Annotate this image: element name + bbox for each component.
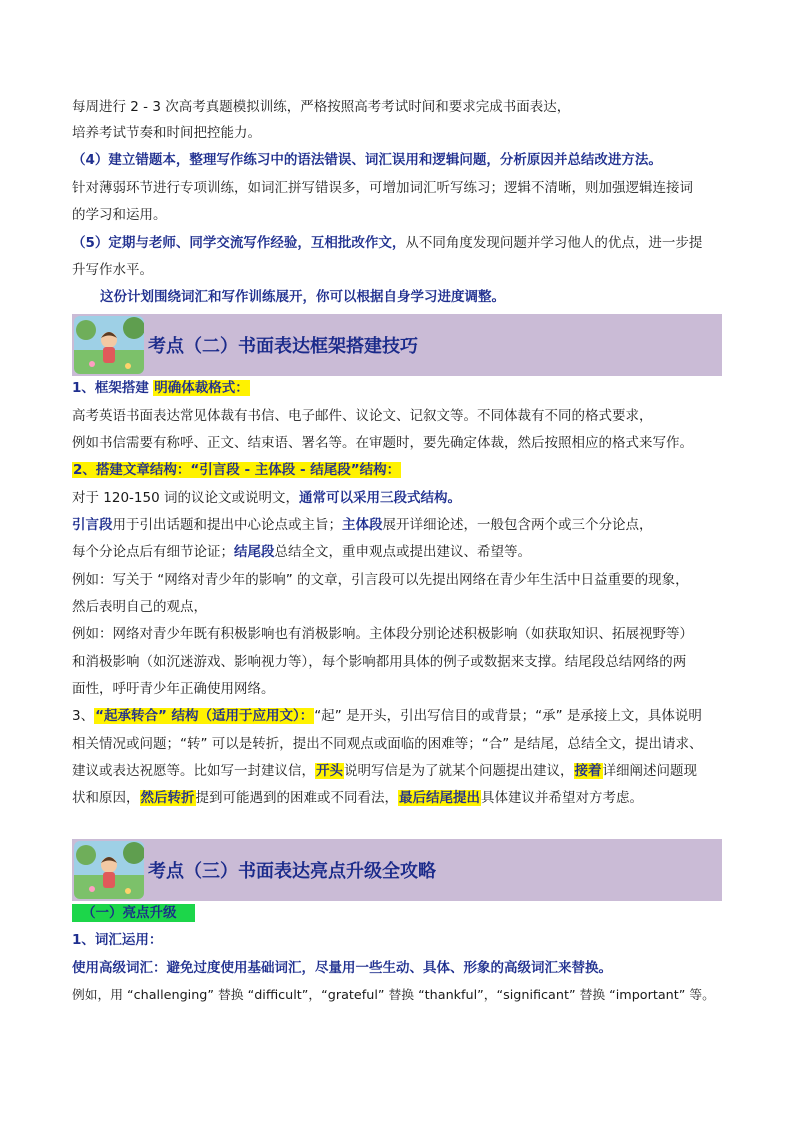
- text-line: 升写作水平。: [72, 262, 153, 278]
- heading-text: 1、框架搭建: [72, 380, 149, 396]
- section-title: 考点（二）书面表达框架搭建技巧: [148, 336, 418, 357]
- text-line: 的学习和运用。: [72, 207, 167, 223]
- text-line: [72, 706, 702, 726]
- text-line: 高考英语书面表达常见体裁有书信、电子邮件、议论文、记叙文等。不同体裁有不同的格式要求，: [72, 408, 653, 424]
- text-line: 例如：网络对青少年既有积极影响也有消极影响。主体段分别论述积极影响（如获取知识、拓展视野等）: [72, 626, 693, 642]
- text-line: 针对薄弱环节进行专项训练，如词汇拼写错误多，可增加词汇听写练习；逻辑不清晰，则加强逻辑连接词: [72, 180, 693, 196]
- text-line: [72, 460, 401, 480]
- highlight-text: 接着: [574, 763, 602, 779]
- text-line: 例如：写关于 “网络对青少年的影响” 的文章，引言段可以先提出网络在青少年生活中日益重要的现象，: [72, 572, 689, 588]
- text-line: [72, 233, 702, 253]
- highlight-text: 开头: [316, 763, 343, 779]
- highlight-text: 最后结尾提出: [399, 790, 480, 806]
- text-line: 培养考试节奏和时间把控能力。: [72, 125, 261, 141]
- text-normal: 用于引出话题和提出中心论点或主旨；: [112, 517, 342, 533]
- text-line: [72, 761, 697, 781]
- heading-text: 1、词汇运用：: [72, 932, 163, 948]
- text-normal: 具体建议并希望对方考虑。: [481, 790, 643, 806]
- text-normal: 详细阐述问题现: [602, 763, 697, 779]
- text-line: 然后表明自己的观点，: [72, 599, 207, 615]
- text-line: 这份计划围绕词汇和写作训练展开，你可以根据自身学习进度调整。: [100, 289, 505, 305]
- section-tag: （一）亮点升级: [72, 904, 195, 922]
- highlight-text: 明确体裁格式：: [154, 380, 249, 396]
- text-normal: 说明写信是为了就某个问题提出建议，: [344, 763, 574, 779]
- section-banner: [72, 839, 722, 901]
- text-line: [72, 378, 250, 398]
- text-normal: 建议或表达祝愿等。比如写一封建议信，: [72, 763, 315, 779]
- text-line: [72, 488, 461, 508]
- text-normal: 总结全文，重申观点或提出建议、希望等。: [274, 544, 531, 560]
- text-line: [72, 788, 643, 808]
- section-banner: [72, 314, 722, 376]
- text-normal: “起” 是开头，引出写信目的或背景；“承” 是承接上文，具体说明: [314, 708, 702, 724]
- text-line: [72, 542, 531, 562]
- text-bold: 主体段: [342, 517, 383, 533]
- text-line: 面性，呼吁青少年正确使用网络。: [72, 681, 275, 697]
- text-line: 例如，用 “challenging” 替换 “difficult”，“grateful” 替换 “thankful”，“significant” 替换 “important” 等。: [72, 988, 715, 1003]
- text-bold: 引言段: [72, 517, 113, 533]
- text-line: 例如书信需要有称呼、正文、结束语、署名等。在审题时，要先确定体裁，然后按照相应的格式来写作。: [72, 435, 693, 451]
- text-line: 使用高级词汇：避免过度使用基础词汇，尽量用一些生动、具体、形象的高级词汇来替换。: [72, 960, 612, 976]
- text-line: [72, 903, 195, 923]
- text-normal: 每个分论点后有细节论证；: [72, 544, 234, 560]
- text-normal: 对于 120-150 词的议论文或说明文，: [72, 490, 299, 506]
- text-normal: 状和原因，: [72, 790, 140, 806]
- illustration-image: [74, 316, 144, 374]
- text-line: 每周进行 2 - 3 次高考真题模拟训练，严格按照高考考试时间和要求完成书面表达，: [72, 99, 571, 115]
- text-line: 和消极影响（如沉迷游戏、影响视力等），每个影响都用具体的例子或数据来支撑。结尾段总结网络的两: [72, 654, 687, 670]
- highlight-text: 然后转折: [140, 790, 195, 806]
- text-normal: 3、: [72, 708, 95, 724]
- text-normal: 提到可能遇到的困难或不同看法，: [195, 790, 398, 806]
- section-title: 考点（三）书面表达亮点升级全攻略: [148, 861, 436, 882]
- text-bold: （5）定期与老师、同学交流写作经验，互相批改作文，: [72, 235, 406, 251]
- text-normal: 从不同角度发现问题并学习他人的优点，进一步提: [405, 235, 703, 251]
- highlight-text: “起承转合” 结构（适用于应用文）：: [95, 708, 314, 724]
- highlight-heading: 2、搭建文章结构：“引言段 - 主体段 - 结尾段”结构：: [73, 462, 401, 478]
- text-bold: 通常可以采用三段式结构。: [299, 490, 461, 506]
- text-line: [72, 515, 653, 535]
- illustration-image: [74, 841, 144, 899]
- text-normal: 展开详细论述，一般包含两个或三个分论点，: [382, 517, 653, 533]
- text-line: （4）建立错题本，整理写作练习中的语法错误、词汇误用和逻辑问题，分析原因并总结改进方法。: [72, 152, 662, 168]
- text-line: 相关情况或问题；“转” 可以是转折，提出不同观点或面临的困难等；“合” 是结尾，总结全文，提出请求、: [72, 736, 703, 752]
- text-bold: 结尾段: [234, 544, 275, 560]
